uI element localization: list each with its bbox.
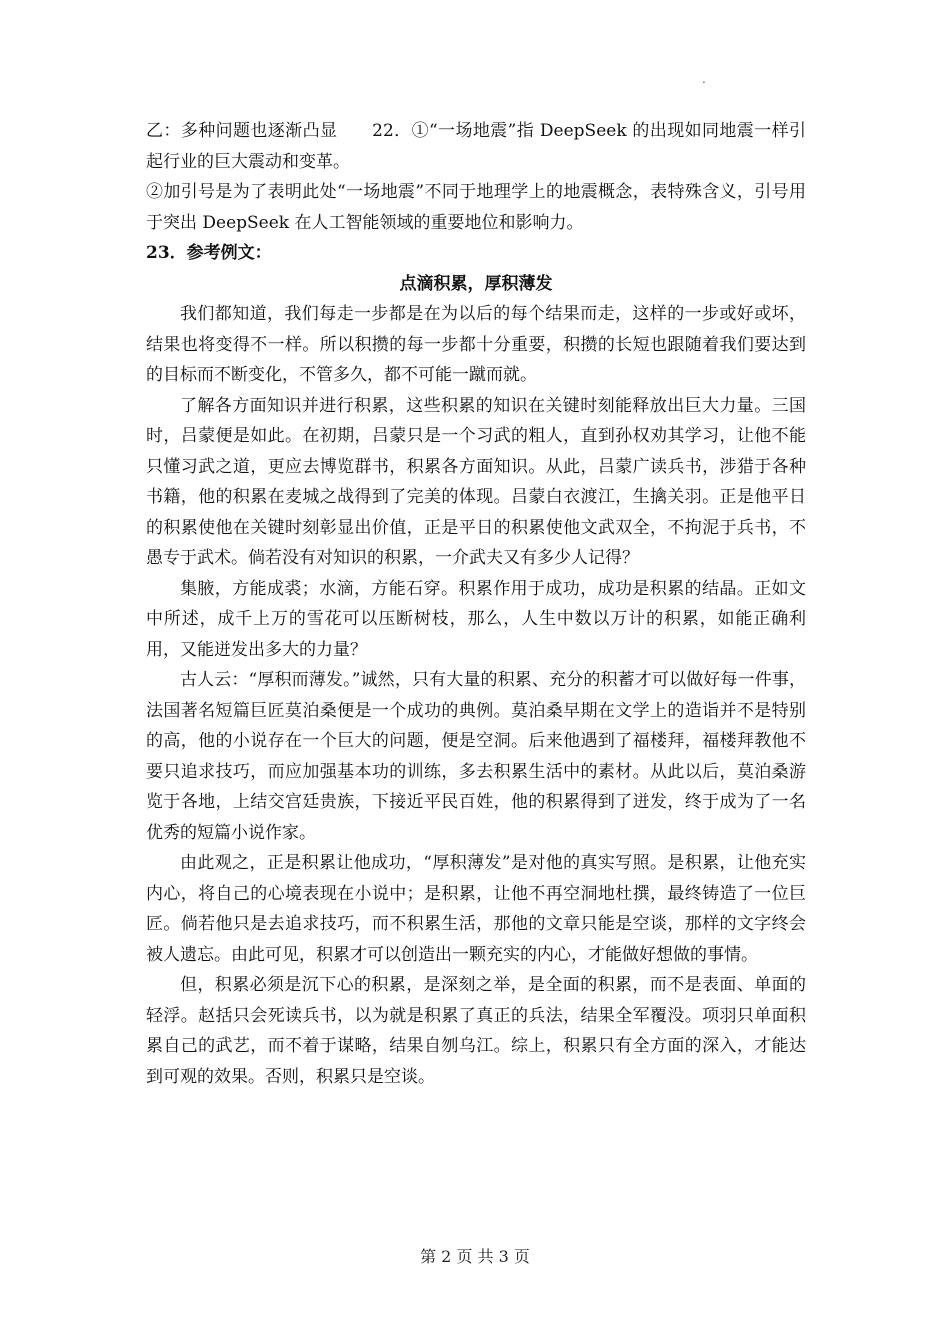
essay-paragraph: 古人云：“厚积而薄发。”诚然，只有大量的积累、充分的积蓄才可以做好每一件事，法国著名短篇巨匠莫泊桑便是一个成功的典例。莫泊桑早期在文学上的造诣并不是特别的高，他的小说存在一个巨大的问题，便是空洞。后来他遇到了福楼拜，福楼拜教他不要只追求技巧，而应加强基本功的训练，多去积累生活中的素材。从此以后，莫泊桑游览于各地，上结交宫廷贵族，下接近平民百姓，他的积累得到了迸发，终于成为了一名优秀的短篇小说作家。 bbox=[146, 670, 806, 843]
essay-paragraph: 我们都知道，我们每走一步都是在为以后的每个结果而走，这样的一步或好或坏，结果也将变得不一样。所以积攒的每一步都十分重要，积攒的长短也跟随着我们要达到的目标而不断变化，不管多久，都不可能一蹴而就。 bbox=[146, 304, 806, 385]
question-23-label: 23．参考例文： bbox=[146, 243, 272, 263]
essay-paragraph: 了解各方面知识并进行积累，这些积累的知识在关键时刻能释放出巨大力量。三国时，吕蒙便是如此。在初期，吕蒙只是一个习武的粗人，直到孙权劝其学习，让他不能只懂习武之道，更应去博览群书，积累各方面知识。从此，吕蒙广读兵书，涉猎于各种书籍，他的积累在麦城之战得到了完美的体现。吕蒙白衣渡江，生擒关羽。正是他平日的积累使他在关键时刻彰显出价值，正是平日的积累使他文武双全，不拘泥于兵书，不愚专于武术。倘若没有对知识的积累，一介武夫又有多少人记得？ bbox=[146, 395, 806, 568]
essay-paragraph: 集腋，方能成裘；水滴，方能石穿。积累作用于成功，成功是积累的结晶。正如文中所述，成千上万的雪花可以压断树枝，那么，人生中数以万计的积累，如能正确利用，又能迸发出多大的力量？ bbox=[146, 578, 806, 660]
header-mark: . bbox=[702, 72, 706, 86]
essay-paragraph: 但，积累必须是沉下心的积累，是深刻之举，是全面的积累，而不是表面、单面的轻浮。赵括只会死读兵书，以为就是积累了真正的兵法，结果全军覆没。项羽只单面积累自己的武艺，而不着于谋略，结果自刎乌江。综上，积累只有全方面的深入，才能达到可观的效果。否则，积累只是空谈。 bbox=[146, 975, 806, 1087]
answer-line-22-part2: ②加引号是为了表明此处“一场地震”不同于地理学上的地震概念，表特殊含义，引号用于突出 DeepSeek 在人工智能领域的重要地位和影响力。 bbox=[146, 182, 806, 233]
essay-title: 点滴积累，厚积薄发 bbox=[399, 273, 553, 294]
answer-line-22-part1: 乙：多种问题也逐渐凸显 22．①“一场地震”指 DeepSeek 的出现如同地震一样引起行业的巨大震动和变革。 bbox=[146, 121, 806, 172]
essay-paragraph: 由此观之，正是积累让他成功，“厚积薄发”是对他的真实写照。是积累，让他充实内心，将自己的心境表现在小说中；是积累，让他不再空洞地杜撰，最终铸造了一位巨匠。倘若他只是去追求技巧，而不积累生活，那他的文章只能是空谈，那样的文字终会被人遗忘。由此可见，积累才可以创造出一颗充实的内心，才能做好想做的事情。 bbox=[146, 853, 806, 965]
page-content bbox=[146, 116, 806, 1092]
page-footer: 第 2 页 共 3 页 bbox=[420, 1247, 530, 1266]
